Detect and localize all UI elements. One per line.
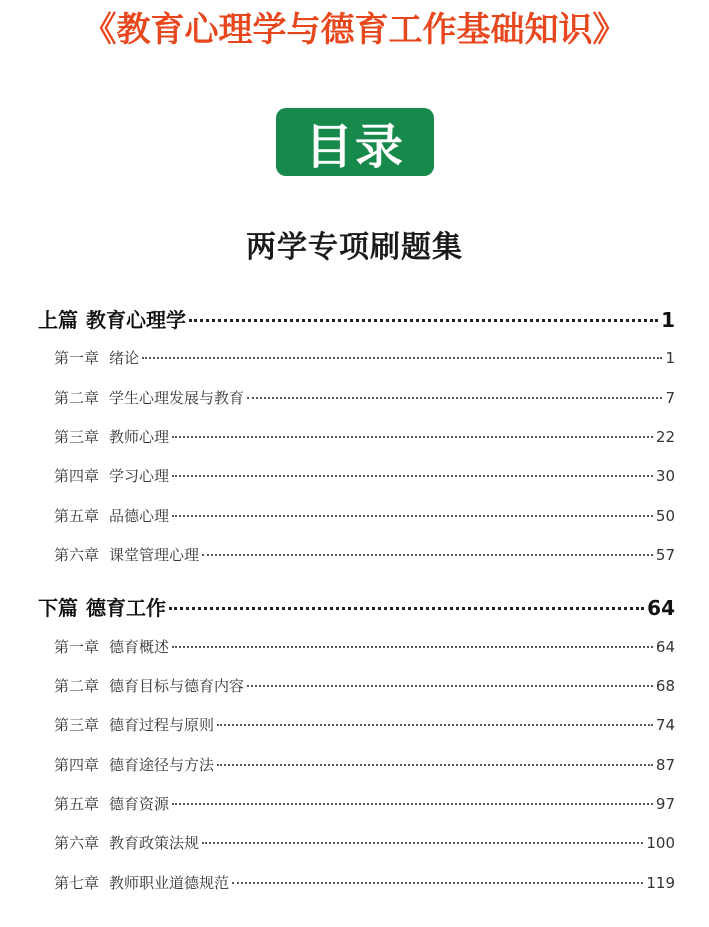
toc-chapter-label: 第三章 xyxy=(54,716,100,734)
toc-chapter-label: 第四章 xyxy=(54,467,100,485)
toc-chapter-title: 德育资源 xyxy=(109,795,170,813)
leader-dots xyxy=(172,475,653,477)
toc-chapter-page: 7 xyxy=(665,389,675,407)
leader-dots xyxy=(217,764,653,766)
toc-chapter-heading xyxy=(54,465,169,486)
leader-dots xyxy=(172,803,653,805)
toc-chapter-title: 教育政策法规 xyxy=(109,834,200,852)
toc-chapter-1-3[interactable] xyxy=(54,426,675,452)
toc-chapter-1-6[interactable] xyxy=(54,544,675,570)
toc-chapter-label: 第五章 xyxy=(54,507,100,525)
toc-chapter-title: 德育途径与方法 xyxy=(109,756,215,774)
toc-part-2-title: 德育工作 xyxy=(86,596,166,620)
toc-chapter-label: 第一章 xyxy=(54,349,100,367)
toc-chapter-title: 德育概述 xyxy=(109,638,170,656)
toc-chapter-2-6[interactable] xyxy=(54,832,675,858)
toc-chapter-page: 30 xyxy=(655,467,675,485)
book-title: 《教育心理学与德育工作基础知识》 xyxy=(82,10,627,50)
page-subtitle: 两学专项刷题集 xyxy=(246,230,463,265)
toc-part-1-page: 1 xyxy=(661,308,675,332)
toc-part-1-label: 上篇 xyxy=(38,308,78,332)
toc-chapter-heading xyxy=(54,675,244,696)
leader-dots xyxy=(189,319,658,322)
leader-dots xyxy=(172,436,653,438)
toc-chapter-heading xyxy=(54,426,169,447)
toc-chapter-heading xyxy=(54,505,169,526)
toc-part-1-title: 教育心理学 xyxy=(86,308,186,332)
toc-chapter-page: 74 xyxy=(655,716,675,734)
toc-chapter-title: 绪论 xyxy=(109,349,140,367)
leader-dots xyxy=(247,685,653,687)
toc-chapter-2-7[interactable] xyxy=(54,872,675,898)
toc-part-2[interactable] xyxy=(38,592,675,618)
toc-chapter-label: 第六章 xyxy=(54,834,100,852)
toc-chapter-page: 22 xyxy=(655,428,675,446)
leader-dots xyxy=(202,554,653,556)
toc-chapter-page: 100 xyxy=(646,834,675,852)
toc-chapter-label: 第四章 xyxy=(54,756,100,774)
toc-chapter-2-1[interactable] xyxy=(54,636,675,662)
toc-chapter-1-4[interactable] xyxy=(54,465,675,491)
toc-chapter-heading xyxy=(54,636,169,657)
leader-dots xyxy=(169,607,644,610)
toc-chapter-page: 119 xyxy=(646,874,675,892)
toc-chapter-label: 第三章 xyxy=(54,428,100,446)
toc-chapter-page: 57 xyxy=(655,546,675,564)
toc-chapter-page: 68 xyxy=(655,677,675,695)
toc-chapter-label: 第二章 xyxy=(54,677,100,695)
toc-badge-label: 目录 xyxy=(304,118,405,175)
toc-chapter-heading xyxy=(54,793,169,814)
toc-chapter-page: 50 xyxy=(655,507,675,525)
leader-dots xyxy=(142,357,662,359)
toc-chapter-title: 德育过程与原则 xyxy=(109,716,215,734)
toc-chapter-heading xyxy=(54,347,139,368)
toc-chapter-heading xyxy=(54,387,244,408)
toc-chapter-1-1[interactable] xyxy=(54,347,675,373)
toc-chapter-title: 教师职业道德规范 xyxy=(109,874,230,892)
toc-part-2-page: 64 xyxy=(647,596,675,620)
toc-chapter-label: 第二章 xyxy=(54,389,100,407)
toc-chapter-2-5[interactable] xyxy=(54,793,675,819)
leader-dots xyxy=(232,882,643,884)
leader-dots xyxy=(172,515,653,517)
toc-chapter-page: 87 xyxy=(655,756,675,774)
toc-part-2-label: 下篇 xyxy=(38,596,78,620)
leader-dots xyxy=(172,646,653,648)
toc-chapter-heading xyxy=(54,714,214,735)
toc-chapter-title: 德育目标与德育内容 xyxy=(109,677,245,695)
leader-dots xyxy=(202,842,643,844)
toc-part-1[interactable] xyxy=(38,304,675,330)
toc-part-1-heading xyxy=(38,304,186,333)
toc-chapter-label: 第五章 xyxy=(54,795,100,813)
toc-chapter-2-3[interactable] xyxy=(54,714,675,740)
toc-badge xyxy=(276,108,434,176)
toc-chapter-page: 1 xyxy=(665,349,675,367)
toc-chapter-page: 97 xyxy=(655,795,675,813)
toc-chapter-label: 第七章 xyxy=(54,874,100,892)
toc-chapter-page: 64 xyxy=(655,638,675,656)
toc-chapter-heading xyxy=(54,872,229,893)
toc-chapter-2-4[interactable] xyxy=(54,754,675,780)
toc-chapter-1-5[interactable] xyxy=(54,505,675,531)
toc-chapter-label: 第六章 xyxy=(54,546,100,564)
toc-part-2-heading xyxy=(38,592,166,621)
toc-chapter-label: 第一章 xyxy=(54,638,100,656)
toc-chapter-title: 教师心理 xyxy=(109,428,170,446)
leader-dots xyxy=(217,724,653,726)
toc-chapter-2-2[interactable] xyxy=(54,675,675,701)
toc-chapter-1-2[interactable] xyxy=(54,387,675,413)
toc-chapter-title: 学生心理发展与教育 xyxy=(109,389,245,407)
toc-chapter-title: 学习心理 xyxy=(109,467,170,485)
toc-chapter-title: 课堂管理心理 xyxy=(109,546,200,564)
toc-chapter-heading xyxy=(54,544,199,565)
toc-chapter-heading xyxy=(54,754,214,775)
toc-chapter-heading xyxy=(54,832,199,853)
leader-dots xyxy=(247,397,662,399)
toc-chapter-title: 品德心理 xyxy=(109,507,170,525)
